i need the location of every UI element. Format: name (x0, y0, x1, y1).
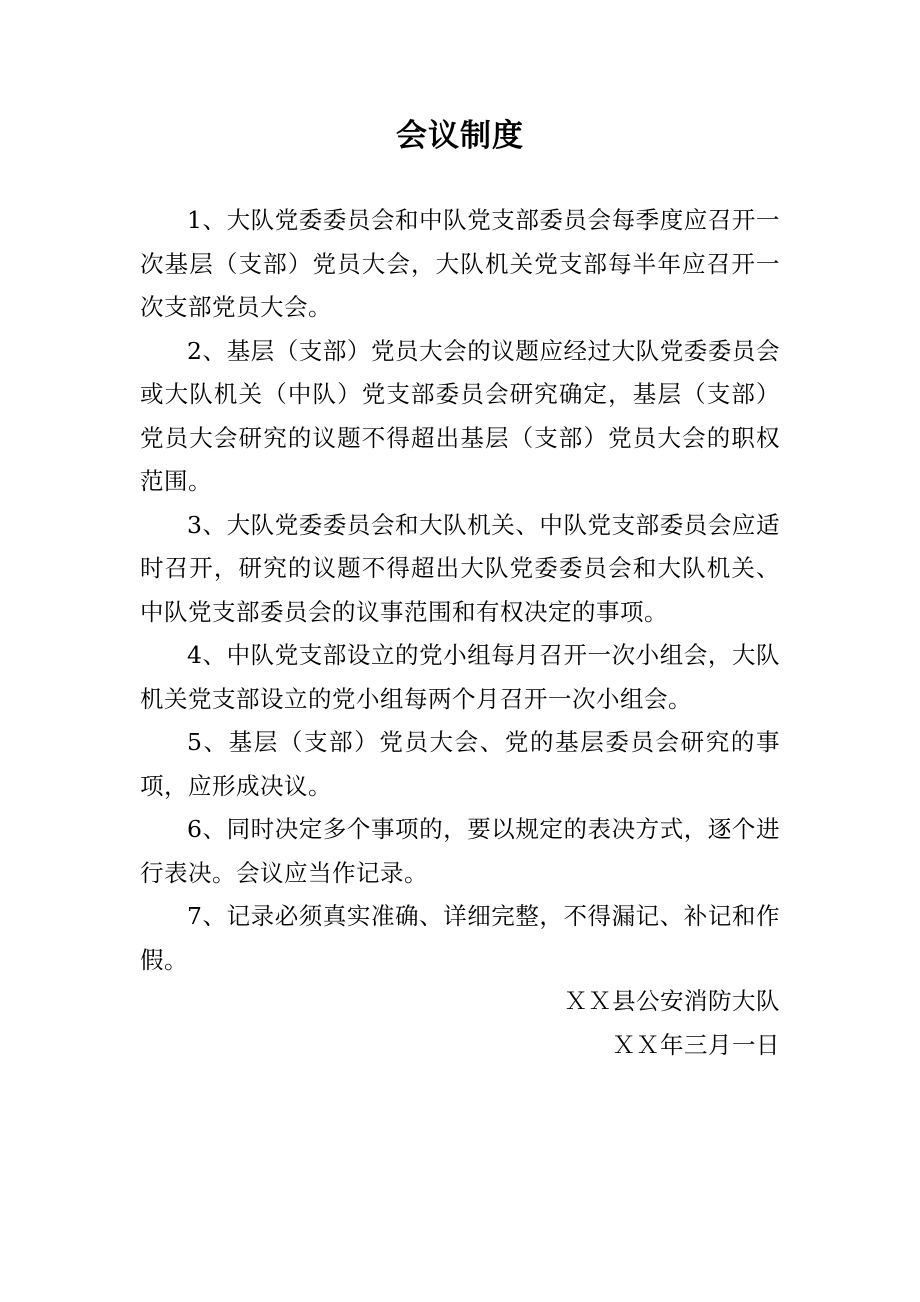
document-title: 会议制度 (396, 118, 524, 154)
document-body (140, 199, 780, 982)
signature-block (564, 980, 780, 1067)
paragraph-4: 4、中队党支部设立的党小组每月召开一次小组会，大队机关党支部设立的党小组每两个月召开一次小组会。 (140, 641, 780, 713)
paragraph-1: 1、大队党委委员会和中队党支部委员会每季度应召开一次基层（支部）党员大会，大队机关党支部每半年应召开一次支部党员大会。 (140, 206, 780, 321)
paragraph-5: 5、基层（支部）党员大会、党的基层委员会研究的事项，应形成决议。 (140, 728, 780, 800)
signature-organization: ＸＸ县公安消防大队 (564, 987, 780, 1015)
paragraph-2: 2、基层（支部）党员大会的议题应经过大队党委委员会或大队机关（中队）党支部委员会研究确定，基层（支部）党员大会研究的议题不得超出基层（支部）党员大会的职权范围。 (140, 336, 780, 495)
paragraph-6: 6、同时决定多个事项的，要以规定的表决方式，逐个进行表决。会议应当作记录。 (140, 815, 780, 887)
paragraph-3: 3、大队党委委员会和大队机关、中队党支部委员会应适时召开，研究的议题不得超出大队党委委员会和大队机关、中队党支部委员会的议事范围和有权决定的事项。 (140, 510, 780, 626)
signature-date: ＸＸ年三月一日 (612, 1030, 780, 1059)
paragraph-7: 7、记录必须真实准确、详细完整，不得漏记、补记和作假。 (140, 902, 780, 974)
